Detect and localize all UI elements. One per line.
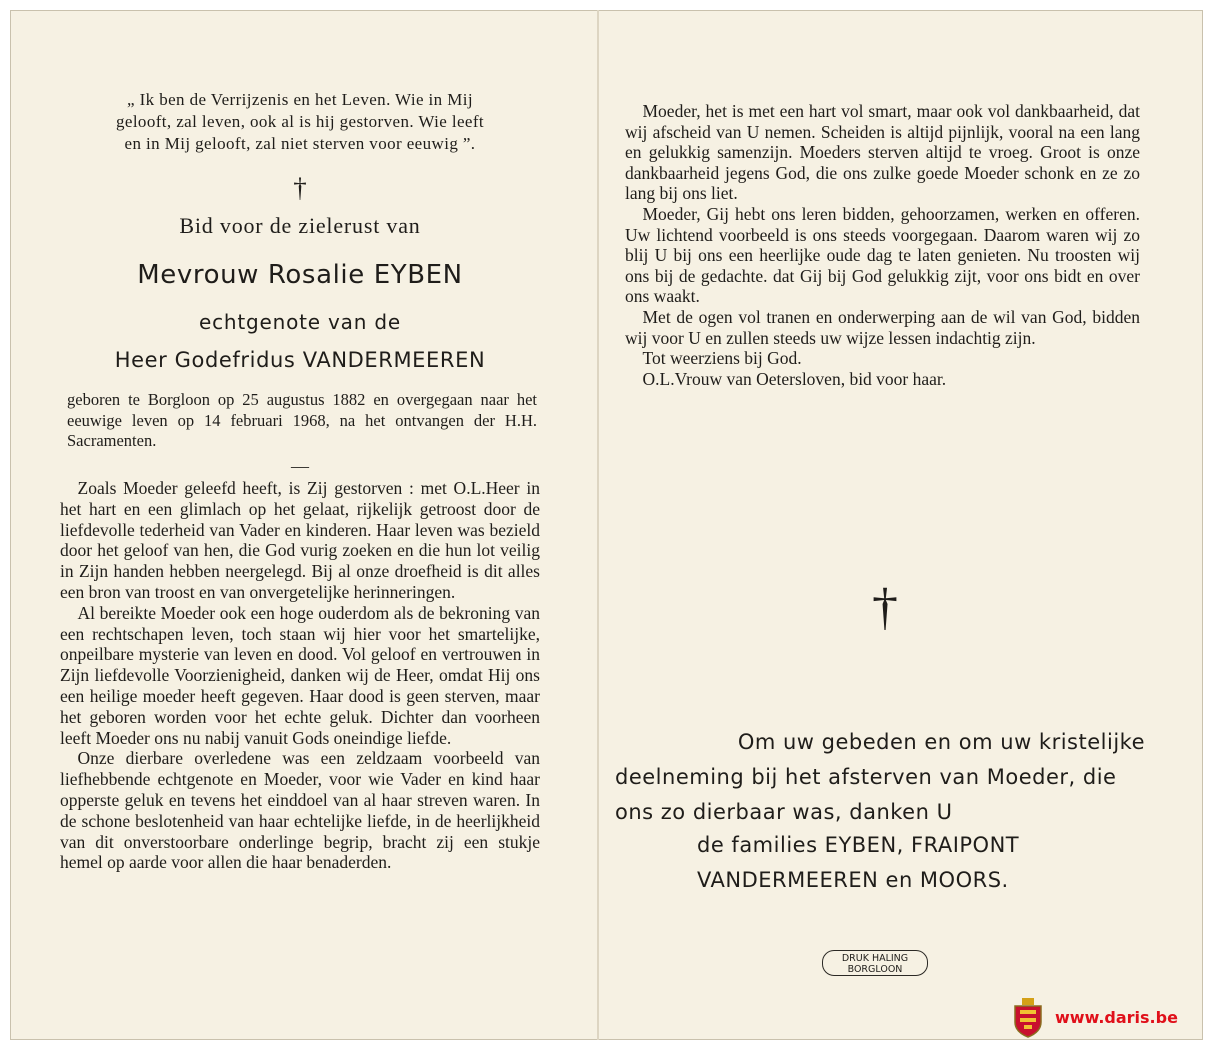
- families-line: VANDERMEEREN en MOORS.: [697, 868, 1009, 892]
- paragraph: Met de ogen vol tranen en onderwerping aan de wil van God, bidden wij voor U en zullen steeds uw wijze lessen indachtig zijn.: [625, 306, 1140, 348]
- paragraph: Moeder, Gij hebt ons leren bidden, gehoorzamen, werken en offeren. Uw lichtend voorbeeld is ons steeds voorgegaan. Daarom waren wij zo blij U bij ons een heerlijke oude dag te laten genieten. Nu troosten wij ons bij de gedachte. dat Gij bij God gelukkig zijt, voor ons bidt en over ons waakt.: [625, 203, 1140, 307]
- printer-line: BORGLOON: [847, 964, 903, 975]
- large-cross-icon: †: [872, 579, 898, 636]
- quote-line: „ Ik ben de Verrijzenis en het Leven. Wie in Mij: [127, 90, 473, 109]
- crest-icon: [1012, 998, 1044, 1038]
- families-line: de families EYBEN, FRAIPONT: [697, 833, 1020, 857]
- life-dates: geboren te Borgloon op 25 augustus 1882 en overgegaan naar het eeuwige leven op 14 februari 1968, na het ontvangen der H.H. Sacramenten.: [67, 390, 537, 450]
- prayer-request: Bid voor de zielerust van: [179, 213, 421, 238]
- paragraph: O.L.Vrouw van Oetersloven, bid voor haar.: [642, 368, 947, 389]
- quote-line: gelooft, zal leven, ook al is hij gestorven. Wie leeft: [115, 112, 485, 131]
- thanks-line: Om uw gebeden en om uw kristelijke: [737, 730, 1145, 754]
- paragraph: Onze dierbare overledene was een zeldzaam voorbeeld van liefhebbende echtgenote en Moeder, voor wie Vader en kind haar opperste geluk en tevens het einddoel van al haar streven waren. In de schone beslotenheid van haar echtelijke liefde, in de heerlijkheid van dit onverstoorbare onderlinge begrip, bracht zij een stukje hemel op aarde voor allen die haar benaderden.: [60, 748, 540, 873]
- deceased-name: Mevrouw Rosalie EYBEN: [137, 260, 463, 290]
- thanks-message: [615, 725, 1145, 830]
- families-list: [697, 828, 1157, 898]
- cross-icon: †: [293, 173, 307, 203]
- paragraph: Zoals Moeder geleefd heeft, is Zij gestorven : met O.L.Heer in het hart en een glimlach op het gelaat, rijkelijk getroost door de liefdevolle tederheid van Vader en kinderen. Haar leven was bezield door het geloof van hen, die God vurig zoeken en die hun lot veilig in Zijn handen hebben neergelegd. Bij al onze droefheid is dit alles een bron van troost en van onvergetelijke herinneringen.: [60, 478, 540, 602]
- left-body: [60, 478, 540, 873]
- paragraph: Tot weerziens bij God.: [642, 348, 802, 369]
- husband-name: Heer Godefridus VANDERMEEREN: [114, 348, 486, 372]
- right-body: [625, 101, 1140, 389]
- card-fold: [597, 10, 599, 1040]
- paragraph: Moeder, het is met een hart vol smart, maar ook vol dankbaarheid, dat wij afscheid van U nemen. Scheiden is altijd pijnlijk, vooral na een lang en gelukkig samenzijn. Moeders sterven altijd te vroeg. Groot is onze dankbaarheid jegens God, die ons zulke goede Moeder schonk en ze zo lang bij ons liet.: [625, 101, 1140, 204]
- spouse-of-label: echtgenote van de: [199, 310, 401, 334]
- printer-stamp: [822, 950, 928, 976]
- printer-line: DRUK HALING: [841, 953, 909, 964]
- scripture-quote: [60, 89, 540, 155]
- quote-line: en in Mij gelooft, zal niet sterven voor eeuwig ”.: [124, 134, 476, 153]
- thanks-line: deelneming bij het afsterven van Moeder, die: [615, 765, 1117, 789]
- divider: —: [291, 456, 309, 476]
- watermark-link[interactable]: www.daris.be: [1055, 1008, 1178, 1027]
- thanks-line: ons zo dierbaar was, danken U: [615, 800, 953, 824]
- paragraph: Al bereikte Moeder ook een hoge ouderdom als de bekroning van een rechtschapen leven, toch staan wij hier voor het smartelijke, onpeilbare mysterie van leven en dood. Vol geloof en vertrouwen in Zijn liefdevolle Voorzienigheid, danken wij de Heer, omdat Hij ons een heilige moeder heeft gegeven. Haar dood is geen sterven, maar het geboren worden voor het echte geluk. Dichter dan voorheen leeft Moeder ons nu nabij vanuit Gods oneindige liefde.: [60, 602, 540, 748]
